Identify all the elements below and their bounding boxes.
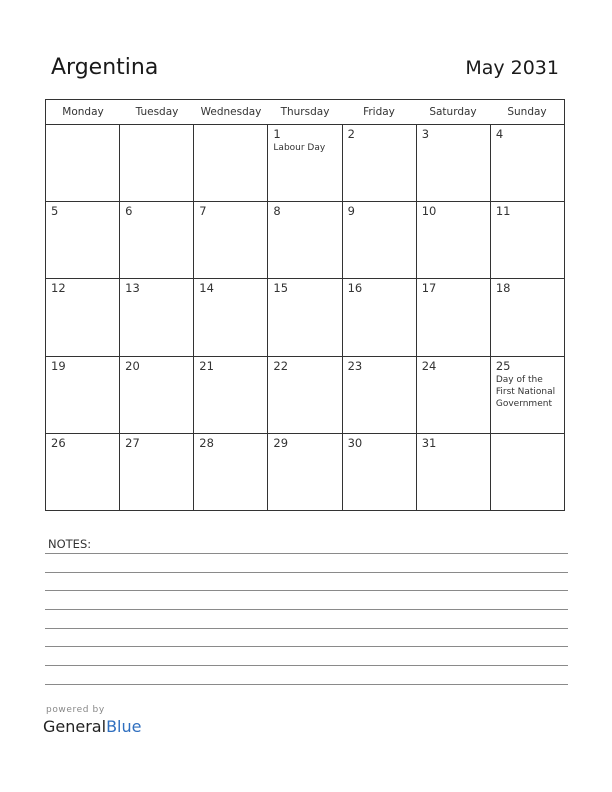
weekday-header: Tuesday — [135, 106, 179, 118]
day-cell — [417, 202, 491, 278]
day-number: 8 — [273, 204, 281, 219]
day-cell — [491, 125, 564, 201]
weekday-header: Sunday — [507, 106, 547, 118]
day-cell — [46, 279, 120, 355]
day-cell — [268, 434, 342, 511]
day-number: 21 — [199, 358, 214, 373]
note-line — [45, 646, 568, 647]
day-number: 26 — [51, 435, 66, 450]
day-number: 7 — [199, 204, 207, 219]
day-number: 11 — [495, 204, 511, 219]
brand-name-part2: Blue — [106, 717, 142, 736]
day-cell — [194, 279, 268, 355]
day-cell — [343, 202, 417, 278]
day-number: 24 — [421, 358, 437, 373]
day-cell — [343, 125, 417, 201]
day-number: 10 — [421, 204, 437, 219]
day-cell — [268, 279, 342, 355]
day-cell — [46, 434, 120, 511]
note-line — [45, 665, 568, 666]
day-cell — [417, 434, 491, 511]
day-number: 2 — [347, 127, 355, 141]
day-number: 13 — [125, 281, 140, 296]
day-number: 18 — [495, 281, 511, 296]
weekday-header: Thursday — [280, 106, 330, 118]
day-cell — [46, 357, 120, 433]
notes-label: NOTES: — [48, 537, 92, 551]
note-line — [45, 572, 568, 573]
week-row — [46, 279, 564, 356]
day-number: 31 — [421, 435, 437, 450]
day-number: 14 — [199, 281, 214, 296]
weekday-header: Wednesday — [200, 106, 262, 118]
day-cell — [120, 434, 194, 511]
day-number: 25 — [495, 358, 511, 373]
day-number: 29 — [273, 435, 289, 450]
country-title: Argentina — [51, 55, 159, 80]
day-cell — [268, 125, 342, 201]
weekday-header: Friday — [363, 106, 395, 118]
day-cell — [194, 202, 268, 278]
month-year-title: May 2031 — [465, 57, 559, 79]
day-cell — [343, 357, 417, 433]
day-cell — [343, 279, 417, 355]
day-cell — [120, 125, 194, 201]
day-number: 3 — [421, 127, 430, 141]
day-number: 16 — [347, 281, 363, 296]
day-number: 28 — [199, 435, 214, 450]
holiday-label: Day of the First National Government — [495, 374, 556, 409]
day-number: 30 — [347, 435, 363, 450]
day-cell — [491, 357, 564, 433]
day-number: 5 — [51, 204, 59, 219]
day-cell — [120, 357, 194, 433]
day-cell — [194, 357, 268, 433]
calendar-weeks — [46, 125, 564, 511]
day-cell — [491, 434, 564, 511]
calendar-grid — [45, 99, 565, 511]
day-number: 17 — [421, 281, 437, 296]
note-line — [45, 609, 568, 610]
day-cell — [268, 202, 342, 278]
week-row — [46, 357, 564, 434]
brand-logo — [43, 717, 141, 736]
day-number: 1 — [273, 127, 281, 141]
note-line — [45, 590, 568, 591]
week-row — [46, 125, 564, 202]
day-cell — [417, 279, 491, 355]
day-number: 27 — [125, 435, 140, 450]
day-number: 20 — [125, 358, 140, 373]
note-line — [45, 628, 568, 629]
day-cell — [343, 434, 417, 511]
day-number: 9 — [347, 204, 355, 219]
day-cell — [120, 279, 194, 355]
day-cell — [46, 125, 120, 201]
day-cell — [194, 125, 268, 201]
day-cell — [491, 279, 564, 355]
note-line — [45, 684, 568, 685]
day-number: 6 — [125, 204, 133, 219]
weekday-header: Monday — [62, 106, 104, 118]
powered-by-text: powered by — [46, 705, 105, 715]
weekday-header: Saturday — [429, 106, 477, 118]
day-cell — [268, 357, 342, 433]
week-row — [46, 434, 564, 511]
day-number: 22 — [273, 358, 289, 373]
day-number: 23 — [347, 358, 363, 373]
day-number: 15 — [273, 281, 289, 296]
day-cell — [417, 357, 491, 433]
day-cell — [417, 125, 491, 201]
day-number: 19 — [51, 358, 66, 373]
holiday-label: Labour Day — [273, 143, 326, 153]
weekday-header-row — [46, 100, 564, 125]
day-cell — [120, 202, 194, 278]
day-cell — [194, 434, 268, 511]
brand-name-part1: General — [43, 717, 107, 736]
day-number: 12 — [51, 281, 66, 296]
week-row — [46, 202, 564, 279]
day-cell — [46, 202, 120, 278]
note-line — [45, 553, 568, 554]
day-number: 4 — [495, 127, 504, 141]
day-cell — [491, 202, 564, 278]
